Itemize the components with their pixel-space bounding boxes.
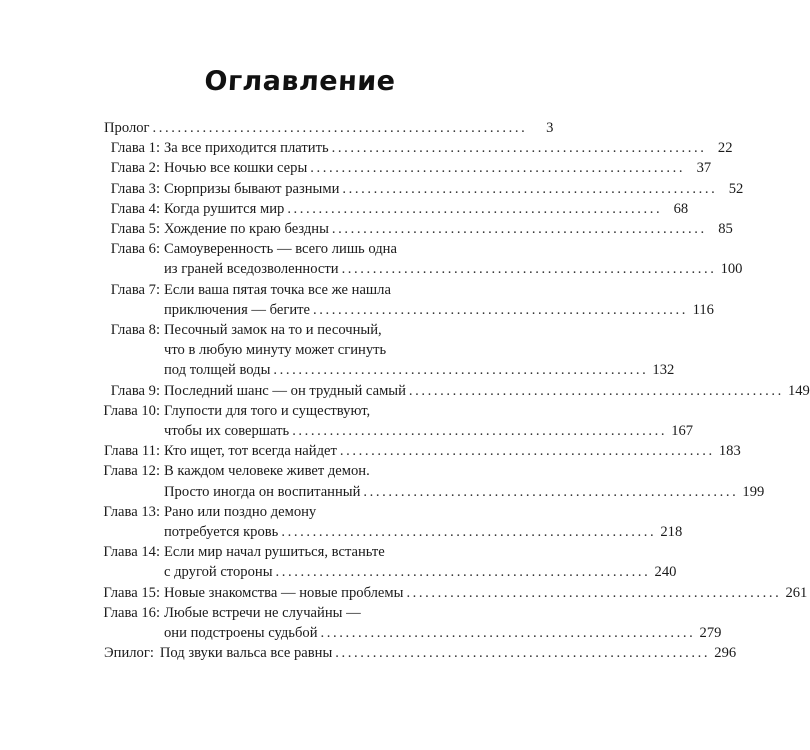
toc-entry-label: Глава 1:: [110, 140, 160, 157]
toc-entry: [104, 239, 743, 279]
toc-entry-label: Глава 12:: [103, 463, 160, 480]
toc-entry-line: [164, 360, 675, 380]
toc-entry-line: [159, 643, 737, 663]
toc-page-number: 218: [660, 524, 683, 541]
toc-entry-title: из граней вседозволенности: [164, 261, 339, 278]
dot-leader: ............................................................: [339, 443, 715, 460]
toc-entry-line: [164, 522, 683, 542]
toc-entry-title: Когда рушится мир: [164, 200, 285, 217]
toc-entry-line: [164, 461, 472, 481]
toc-page-number: 116: [692, 301, 714, 318]
toc-entry-line: [164, 320, 472, 340]
dot-leader: ............................................................: [408, 382, 784, 399]
dot-leader: ............................................................: [292, 423, 668, 440]
toc-entry-label: Глава 13:: [103, 503, 160, 520]
toc-page-number: 68: [673, 200, 689, 217]
toc-page-number: 261: [785, 584, 808, 601]
toc-entry-line: [164, 219, 733, 239]
toc-entry-label: Глава 14:: [103, 544, 160, 561]
dot-leader: ............................................................: [273, 362, 649, 379]
toc-entry-line: [164, 603, 472, 623]
toc-entry: [104, 118, 554, 138]
toc-entry-title: Сюрпризы бывают разными: [164, 180, 340, 197]
toc-entry-title: потребуется кровь: [164, 524, 279, 541]
dot-leader: ............................................................: [363, 483, 739, 500]
toc-entry-title: Любые встречи не случайны —: [164, 604, 361, 621]
dot-leader: ............................................................: [342, 180, 718, 197]
toc-entry-line: [164, 562, 677, 582]
toc-entry-line: [164, 583, 808, 603]
toc-entry-label: Глава 2:: [110, 160, 160, 177]
dot-leader: ............................................................: [320, 625, 696, 642]
toc-entry: [103, 603, 722, 643]
toc-entry-title: с другой стороны: [164, 564, 273, 581]
toc-page-number: 37: [696, 160, 712, 177]
toc-entry-title: Если мир начал рушиться, встаньте: [164, 544, 385, 561]
toc-entry-line: [164, 239, 472, 259]
toc-entry-title: Хождение по краю бездны: [164, 221, 329, 238]
toc-entry: [104, 643, 737, 663]
toc-page-number: 183: [718, 443, 741, 460]
toc-entry-label: Глава 9:: [110, 382, 160, 399]
toc-entry: [103, 542, 677, 582]
toc-entry-title: Рано или поздно демону: [164, 503, 317, 520]
toc-entry-title: В каждом человеке живет демон.: [164, 463, 370, 480]
toc-entry-line: [164, 300, 714, 320]
toc-entry-title: Самоуверенность — всего лишь одна: [164, 241, 397, 258]
toc-entry-label: Глава 15:: [103, 584, 160, 601]
toc-entry: [104, 199, 689, 219]
toc-entry: [103, 502, 683, 542]
toc-page-number: 240: [654, 564, 677, 581]
toc-entry-label: Пролог: [104, 120, 150, 136]
toc-page-number: 22: [717, 140, 733, 157]
toc-entry-line: [164, 179, 744, 199]
toc-entry: [104, 280, 714, 320]
toc-page-number: 279: [699, 625, 722, 642]
toc-entry-line: [164, 623, 722, 643]
toc-entry-line: [164, 259, 743, 279]
toc-entry-line: [164, 381, 810, 401]
toc-entry: [104, 381, 810, 401]
toc-entry-label: Глава 3:: [110, 180, 160, 197]
toc-page-number: 52: [728, 180, 744, 197]
toc-entry-label: Глава 8:: [110, 322, 160, 339]
toc-entry-line: [164, 441, 741, 461]
toc-entry-title: Кто ищет, тот всегда найдет: [164, 443, 337, 460]
toc-entry: [103, 583, 808, 603]
toc-entry-line: [164, 138, 733, 158]
toc-entry: [104, 138, 733, 158]
toc-page-number: 132: [652, 362, 675, 379]
dot-leader: ............................................................: [287, 200, 663, 217]
table-of-contents: [103, 118, 810, 663]
toc-entry: [104, 219, 733, 239]
toc-entry-label: Глава 5:: [110, 221, 160, 238]
toc-entry-title: Под звуки вальса все равны: [159, 645, 333, 662]
toc-entry-line: [164, 542, 472, 562]
dot-leader: ............................................................: [341, 261, 717, 278]
dot-leader: ............................................................: [275, 564, 651, 581]
dot-leader: ............................................................: [406, 584, 782, 601]
toc-entry-title: Глупости для того и существуют,: [164, 402, 371, 419]
toc-entry: [104, 320, 675, 381]
toc-entry-label: Глава 11:: [103, 443, 160, 460]
toc-entry: [103, 461, 765, 501]
toc-entry-line: [164, 280, 472, 300]
toc-entry-label: Глава 6:: [110, 241, 160, 258]
toc-entry-title: За все приходится платить: [164, 140, 329, 157]
toc-entry-title: Песочный замок на то и песочный,: [164, 322, 382, 339]
toc-entry: [103, 401, 694, 441]
toc-page-number: 199: [742, 483, 765, 500]
toc-entry-line: [164, 340, 472, 360]
toc-entry-line: [164, 482, 765, 502]
toc-page-number: 296: [714, 645, 737, 662]
dot-leader: ............................................................: [331, 221, 707, 238]
toc-entry-line: [164, 158, 712, 178]
toc-page-number: 100: [720, 261, 743, 278]
dot-leader: ............................................................: [281, 524, 657, 541]
dot-leader: ............................................................: [313, 301, 688, 318]
toc-entry-label: Глава 10:: [103, 402, 160, 419]
dot-leader: ............................................................: [152, 120, 528, 136]
toc-entry-title: чтобы их совершать: [164, 423, 290, 440]
toc-entry-label: Глава 7:: [110, 281, 160, 298]
toc-entry-line: [164, 401, 472, 421]
toc-entry-line: [150, 118, 554, 138]
toc-entry-title: под толщей воды: [164, 362, 271, 379]
dot-leader: ............................................................: [310, 160, 686, 177]
toc-entry: [104, 158, 712, 178]
toc-entry-line: [164, 502, 472, 522]
toc-page-number: 3: [546, 120, 554, 136]
toc-entry-title: Просто иногда он воспитанный: [164, 483, 361, 500]
toc-entry-title: Последний шанс — он трудный самый: [164, 382, 406, 399]
toc-entry-label: Глава 16:: [103, 604, 160, 621]
toc-page-number: 167: [671, 423, 694, 440]
toc-entry-label: Эпилог:: [104, 645, 154, 662]
toc-page-number: 85: [718, 221, 733, 238]
toc-entry-title: приключения — бегите: [164, 301, 311, 318]
toc-entry-title: Если ваша пятая точка все же нашла: [164, 281, 391, 298]
dot-leader: ............................................................: [331, 140, 707, 157]
toc-entry-label: Глава 4:: [110, 200, 160, 217]
page-title: Оглавление: [203, 66, 397, 97]
toc-entry-title: Ночью все кошки серы: [164, 160, 308, 177]
toc-entry-title: Новые знакомства — новые проблемы: [164, 584, 404, 601]
toc-page-number: 149: [787, 382, 810, 399]
dot-leader: ............................................................: [335, 645, 711, 662]
toc-entry-title: они подстроены судьбой: [164, 625, 318, 642]
toc-entry-line: [164, 421, 694, 441]
toc-entry: [103, 441, 741, 461]
toc-entry-title: что в любую минуту может сгинуть: [164, 342, 387, 359]
toc-entry-line: [164, 199, 689, 219]
toc-entry: [104, 179, 744, 199]
